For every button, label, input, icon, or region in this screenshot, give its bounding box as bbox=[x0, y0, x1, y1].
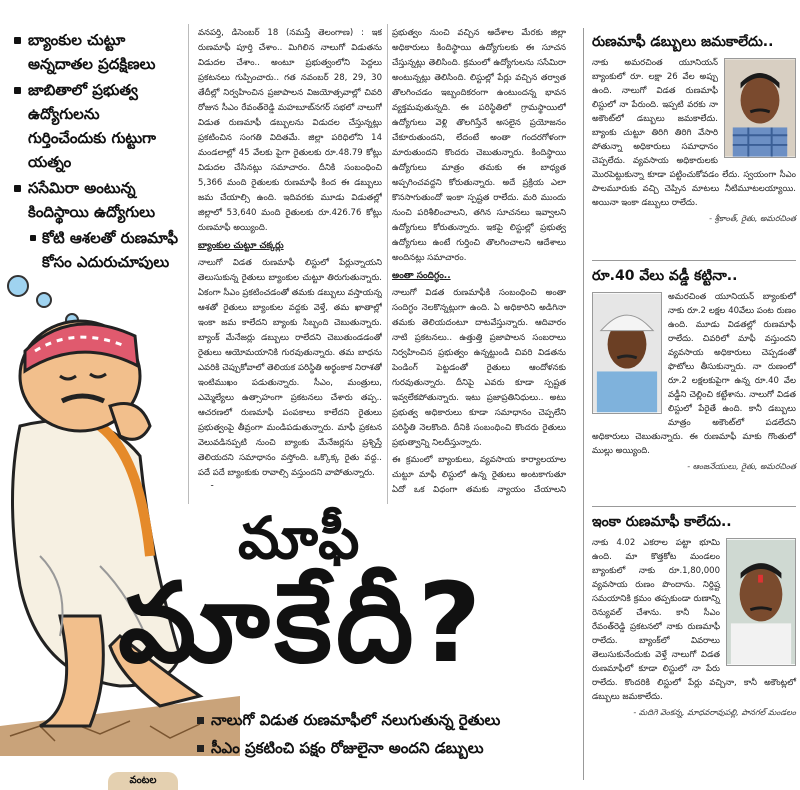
testimonial-sidebar bbox=[583, 28, 795, 780]
highlight-item: జాబితాలో ప్రభుత్వ ఉద్యోగులను గుర్తించేందుకు గుట్టుగా యత్నం bbox=[12, 78, 182, 174]
column-divider bbox=[387, 24, 388, 504]
headline-line-1: మాఫీ bbox=[238, 504, 362, 572]
deck-item: సీఎం ప్రకటించి పక్షం రోజులైనా అందని డబ్బులు bbox=[195, 734, 573, 762]
article-subhead: బ్యాంకుల చుట్టూ చక్కర్లు bbox=[198, 241, 284, 251]
story-title: రూ.40 వేలు వడ్డీ కట్టినా.. bbox=[592, 268, 738, 284]
highlight-item: బ్యాంకుల చుట్టూ అన్నదాతల ప్రదక్షిణలు bbox=[12, 28, 182, 76]
tear-drops bbox=[8, 276, 78, 326]
testimonial-story bbox=[592, 266, 796, 473]
story-byline: - ఆంజనేయులు, రైతు, అమరచింత bbox=[687, 462, 796, 471]
story-divider bbox=[592, 260, 796, 261]
story-title: ఇంకా రుణమాఫీ కాలేదు.. bbox=[592, 514, 732, 530]
farmer-portrait-photo bbox=[724, 58, 796, 158]
farmer-portrait-photo bbox=[726, 538, 796, 666]
section-tag: వంటల bbox=[108, 772, 178, 790]
deck-item: నాలుగో విడుత రుణమాఫీలో నలుగుతున్న రైతులు bbox=[195, 706, 573, 734]
story-title: రుణమాఫీ డబ్బులు జమకాలేదు.. bbox=[592, 34, 774, 50]
main-headline bbox=[118, 506, 568, 696]
story-byline: - శ్రీకాంత్, రైతు, అమరచింత bbox=[709, 214, 796, 223]
testimonial-story bbox=[592, 32, 796, 225]
article-subhead: అంతా సందిగ్ధం.. bbox=[392, 271, 451, 281]
headline-line-2: మాకేదీ? bbox=[118, 559, 486, 687]
highlights-box bbox=[12, 28, 182, 276]
headline-deck bbox=[195, 706, 573, 762]
story-body: నాకు 4.02 ఎకరాల పట్టా భూమి ఉంది. మా కొత్తకోట మండలం బ్యాంకులో నాకు రూ.1,80,000 వ్యవసాయ రుణం పొందాను. నిర్దిష్ట సమయానికి క్రమం తప్పకుండా రుణాన్ని రెన్యువల్ చేశాను. కానీ సీఎం రేవంత్‌రెడ్డి ప్రకటనలో నాకు రుణమాఫీ రాలేదు. బ్యాంక్‌లో వివరాలు తెలుసుకునేందుకు వెళ్తే నాలుగో విడత రుణమాఫీలో కూడా లిస్టులో నా పేరు రాలేదు. కొందరికి లిస్టులో పేర్లు వచ్చినా, కానీ అకౌంట్లలో డబ్బులు జమకాలేదు. bbox=[592, 538, 796, 702]
article-paragraph: నాలుగో విడత రుణమాఫీకి సంబంధించి అంతా సందిగ్ధం నెలకొన్నట్లుగా ఉంది. ఏ అధికారిని అడిగినా తమకు తెలియదంటూ దాటవేస్తున్నారు. ఆదివారం నాటి ప్రకటనలు.. ఉత్తుత్తి ప్రజాపాలన సంబరాలు నిర్వహించిన ప్రభుత్వం ఉన్నట్టుండి చివరి విడతను పెండింగ్ పెట్టడంతో రైతులు ఆందోళనకు గురవుతున్నారు. దీనిపై ఎవరు కూడా స్పష్టత ఇవ్వలేకపోతున్నారు. ఇటు ప్రజాప్రతినిధులు.. అటు ప్రభుత్వ అధికారులు కూడా సమాధానం చెప్పలేని పరిస్థితి నెలకొంది. దీనికి సంబంధించి కొందరు రైతులు ప్రభుత్వాన్ని నిలదీస్తున్నారు. bbox=[392, 288, 566, 448]
article-paragraph: వనపర్తి, డిసెంబర్ 18 (నమస్తే తెలంగాణ) : ఇక రుణమాఫీ పూర్తి చేశాం.. మిగిలిన నాలుగో విడుతను విడుదల చేశాం.. అంటూ ప్రభుత్వంలోని పెద్దలు ప్రకటనలు గుప్పించారు.. గత నవంబర్ 28, 29, 30 తేదీల్లో నిర్వహించిన ప్రజాపాలన విజయోత్సవాల్లో చివరి రోజున సీఎం రేవంత్‌రెడ్డి మహబూబ్‌నగర్ సభలో నాలుగో విడుత రుణమాఫీ డబ్బులను విడుదల చేస్తున్నట్లు ప్రకటించిన సంగతి విదితమే. జిల్లా పరిధిలోని 14 మండలాల్లో 45 వేలకు పైగా రైతులకు రూ.48.79 కోట్లు విడుదల చేసినట్లు సమాచారం. దీనికి సంబంధించి 5,366 మంది రైతులకు రుణమాఫీ కింద ఈ డబ్బులు జమ చేయాల్సి ఉంది. ఇదివరకు మూడు విడుతల్లో జిల్లాలో 53,640 మంది రైతులకు రూ.426.76 కోట్లు రుణమాఫీ అయ్యింది. bbox=[198, 28, 382, 233]
story-body: అమరచింత యూనియన్ బ్యాంకులో నాకు రూ.2 లక్షల 40వేలు పంట రుణం ఉంది. మూడు విడతల్లో రుణమాఫీ రాలేదు. చివరిలో మాఫీ వస్తుందని వ్యవసాయ అధికారులు చెప్పడంతో ఫొటోలు తీసుకున్నారు. నా రుణంలో రూ.2 లక్షలకుపైగా ఉన్న రూ.40 వేల వడ్డీని చెల్లించి కట్టేశాను. నాలుగో విడత లిస్టులో పేరైతే ఉంది. కానీ డబ్బులు మాత్రం అకౌంట్‌లో పడలేదని అధికారులు చెబుతున్నారు. ఈ రుణమాఫీ మాకు గొంతులో ముల్లు అయ్యింది. bbox=[592, 292, 796, 456]
highlight-subitem: కోటి ఆశలతో రుణమాఫీ కోసం ఎదురుచూపులు bbox=[12, 226, 182, 274]
story-byline: - మదిగె వెంకన్న, మాధవరావుపల్లి, పానగల్ మండలం bbox=[633, 708, 796, 717]
story-divider bbox=[592, 506, 796, 507]
article-paragraph: ప్రభుత్వం నుంచి వచ్చిన ఆదేశాల మేరకు జిల్లా అధికారులు కిందిస్థాయి ఉద్యోగులకు ఈ సూచన చేస్తున్నట్లు తెలిసింది. క్రమంలో ఉద్యోగులను ససేమిరా అంటున్నట్లు తెలిసింది. లిస్టుల్లో పేర్లు వచ్చిన తర్వాత తొలగించడం ఇబ్బందికరంగా ఉంటుందన్న భావన వ్యక్తమవుతున్నది. ఈ పరిస్థితిలో గ్రామస్థాయిలో ఉద్యోగులు వెళ్లి తొలగిస్తేనే అసలైన ప్రయోజనం చేకూరుతుందని, లేదంటే అంతా గందరగోళంగా మారుతుందని కొందరు చెబుతున్నారు. కిందిస్థాయి ఉద్యోగులు మాత్రం తమకు ఈ బాధ్యత అప్పగించవద్దని కోరుతున్నారు. అదే ప్రక్రియ ఎలా కొనసాగుతుందో ఇంకా స్పష్టత రాలేదు. మరి ముందు నుంచి పరిశీలించాలని, తగిన సూచనలు ఇవ్వాలని ఉద్యోగులు కోరుతున్నారు. ఇకపై లిస్టుల్లో ప్రభుత్వ ఉద్యోగులు ఉంటే గుర్తించి తొలగించాలని ఆదేశాలు అందినట్లు సమాచారం. bbox=[392, 28, 566, 263]
story-body: నాకు అమరచింత యూనియన్ బ్యాంకులో రూ. లక్షా 26 వేల అప్పు ఉంది. నాలుగో విడత రుణమాఫీ లిస్టులో నా పేరుంది. ఇప్పటి వరకు నా అకౌంట్‌లో డబ్బులు జమకాలేదు. బ్యాంకు చుట్టూ తిరిగి తిరిగి వేసారి పోతున్నా అధికారులు సమాధానం చెప్పలేదు. వ్యవసాయ అధికారులకు మొరపెట్టుకున్నా కూడా పట్టించుకోవడం లేదు. స్వయంగా సీఎం పాలమూరుకు వచ్చి చెప్పిన మాటలు నీటిమూటలయ్యాయి. అయినా ఇంకా డబ్బులు రాలేదు. bbox=[592, 58, 796, 208]
article-paragraph: నాలుగో విడత రుణమాఫీ లిస్టులో పేర్లున్నాయని తెలుసుకున్న రైతులు బ్యాంకుల చుట్టూ తిరుగుతున్నారు. ఏకంగా సీఎం ప్రకటించడంతో తమకు డబ్బులు వస్తాయన్న ఆశతో రైతులు బ్యాంకుల వద్దకు వెళ్తే, తమ ఖాతాల్లో ఇంకా జమ కాలేదని బ్యాంకు సిబ్బంది చెబుతున్నారు. బ్యాంక్ మేనేజర్లు డబ్బులు రాలేదని చెబుతుండడంతో రైతులు ఆయోమయానికి గురవుతున్నారు. తమ బాధను ఎవరికి చెప్పుకోవాలో తెలియక పరిస్థితి అర్థంకాక నిరాశతో ఇంటిముఖం పడుతున్నారు. సీఎం, మంత్రులు, ఎమ్మెల్యేలు ఉత్సాహంగా ప్రకటనలు చేశారు తప్ప.. ఆచరణలో రుణమాఫీ పంపకాలు కాలేదని రైతులు ప్రభుత్వంపై తీవ్రంగా మండిపడుతున్నారు. మాఫీ ప్రకటన వెలువడినప్పటి నుంచి బ్యాంకు మేనేజర్లను ప్రశ్నిస్తే తెలియదని సమాధానం వస్తోంది. ఒక్కొక్క రైతు వద్ద.. పదే పదే బ్యాంకుకు రావాల్సి వస్తుందని వాపోతున్నారు. bbox=[198, 258, 382, 478]
testimonial-story bbox=[592, 512, 796, 719]
farmer-portrait-photo bbox=[592, 292, 662, 414]
article-column-2 bbox=[392, 26, 566, 496]
article-paragraph: ఈ క్రమంలో బ్యాంకులు, వ్యవసాయ కార్యాలయాల చుట్టూ మాఫీ లిస్టులో ఉన్న రైతులు అంటకాగుతూ ఏదో ఒక విధంగా తమకు న్యాయం చేయాలని bbox=[392, 455, 566, 495]
highlight-item: ససేమిరా అంటున్న కిందిస్థాయి ఉద్యోగులు bbox=[12, 176, 182, 224]
